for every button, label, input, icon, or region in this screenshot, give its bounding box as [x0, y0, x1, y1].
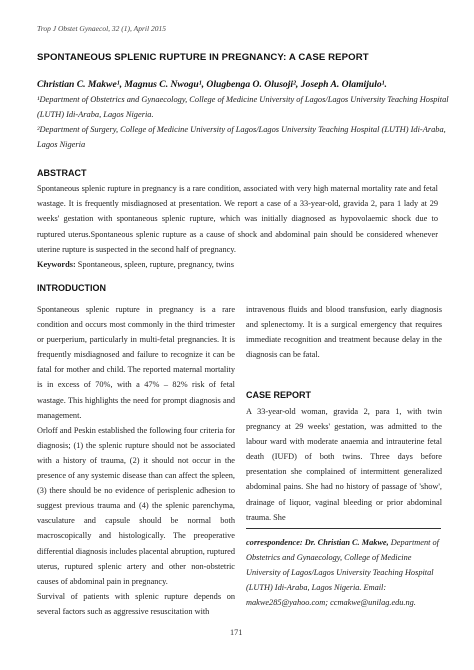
keywords	[37, 257, 438, 272]
column-right-top	[246, 302, 442, 362]
abstract-body	[37, 181, 438, 272]
case-report-text: A 33-year-old woman, gravida 2, para 1, with twin pregnancy at 29 weeks' gestation, was admitted to the labour ward with moderate anaemia and intrauterine fetal death (IUFD) of both twins. Three days before presentation she complained of intermittent generalized abdominal pains. She had no history of passage of 'show', drainage of liquor, vaginal bleeding or prior abdominal trauma. She	[246, 407, 442, 522]
article-title: SPONTANEOUS SPLENIC RUPTURE IN PREGNANCY: A CASE REPORT	[37, 52, 369, 63]
intro-paragraph-3: Survival of patients with splenic rupture depends on several factors such as aggressive resuscitation with	[37, 591, 235, 616]
intro-paragraph-3-cont: intravenous fluids and blood transfusion, early diagnosis and splenectomy. It is a surgical emergency that requires immediate recognition and treatment because delay in the diagnosis can be fatal.	[246, 305, 442, 360]
abstract-heading: ABSTRACT	[37, 168, 87, 178]
keywords-list: Spontaneous, spleen, rupture, pregnancy, twins	[75, 260, 234, 270]
case-report-body	[246, 404, 442, 525]
correspondence-block	[246, 535, 446, 610]
case-report-heading: CASE REPORT	[246, 390, 312, 400]
intro-paragraph-2: Orloff and Peskin established the following four criteria for diagnosis; (1) the splenic rupture should not be associated with a history of trauma, (2) it should not occur in the presence of any systemic disease than can affect the spleen, (3) there should be no evidence of perisplenic adhesion to suggest previous trauma and (4) the splenic parenchyma, vasculature and capsule should be normal both macroscopically and histologically. The preoperative differential diagnosis includes placental abruption, ruptured uterus, ruptured splenic artery and other non-obstetric causes of abdominal pain in pregnancy.	[37, 425, 235, 586]
affiliation-2: ²Department of Surgery, College of Medicine University of Lagos/Lagos University Teaching Hospital (LUTH) Idi-Araba, Lagos Nigeria	[37, 125, 446, 149]
keywords-label: Keywords:	[37, 260, 76, 270]
affiliation-1: ¹Department of Obstetrics and Gynaecology, College of Medicine University of Lagos/Lagos University Teaching Hospital (LUTH) Idi-Araba, Lagos Nigeria.	[37, 95, 449, 119]
journal-citation: Trop J Obstet Gynaecol, 32 (1), April 2015	[37, 24, 166, 33]
correspondence-text: Department of Obstetrics and Gynaecology, College of Medicine University of Lagos/Lagos University Teaching Hospital (LUTH) Idi-Araba, Lagos Nigeria. Email: makwe285@yahoo.com; ccmakwe@unilag.edu.ng.	[246, 538, 439, 607]
column-left	[37, 302, 235, 619]
author-list: Christian C. Makwe¹, Magnus C. Nwogu¹, Olugbenga O. Olusoji², Joseph A. Olamijulo¹.	[37, 79, 387, 90]
abstract-text: Spontaneous splenic rupture in pregnancy is a rare condition, associated with very high maternal mortality rate and fetal wastage. It is frequently misdiagnosed at presentation. We report a case of a 33-year-old, gravida 2, para 1 lady at 29 weeks' gestation with spontaneous splenic rupture, which was initially diagnosed as hypovolaemic shock due to ruptured uterus.Spontaneous splenic rupture as a cause of shock and abdominal pain should be considered whenever uterine rupture is suspected in the second half of pregnancy.	[37, 184, 438, 254]
page-number: 171	[230, 628, 243, 637]
correspondence-label: correspondence: Dr. Christian C. Makwe,	[246, 538, 389, 547]
intro-paragraph-1: Spontaneous splenic rupture in pregnancy is a rare condition and occurs most commonly in the third trimester or puerperium, particularly in multi-fetal pregnancies. It is frequently misdiagnosed and failure to recognize it can be fatal for mother and child. The reported maternal mortality is in excess of 70%, with a 47% – 82% risk of fetal wastage. This highlights the need for prompt diagnosis and management.	[37, 305, 235, 420]
footnote-divider	[246, 528, 441, 529]
introduction-heading: INTRODUCTION	[37, 283, 106, 293]
